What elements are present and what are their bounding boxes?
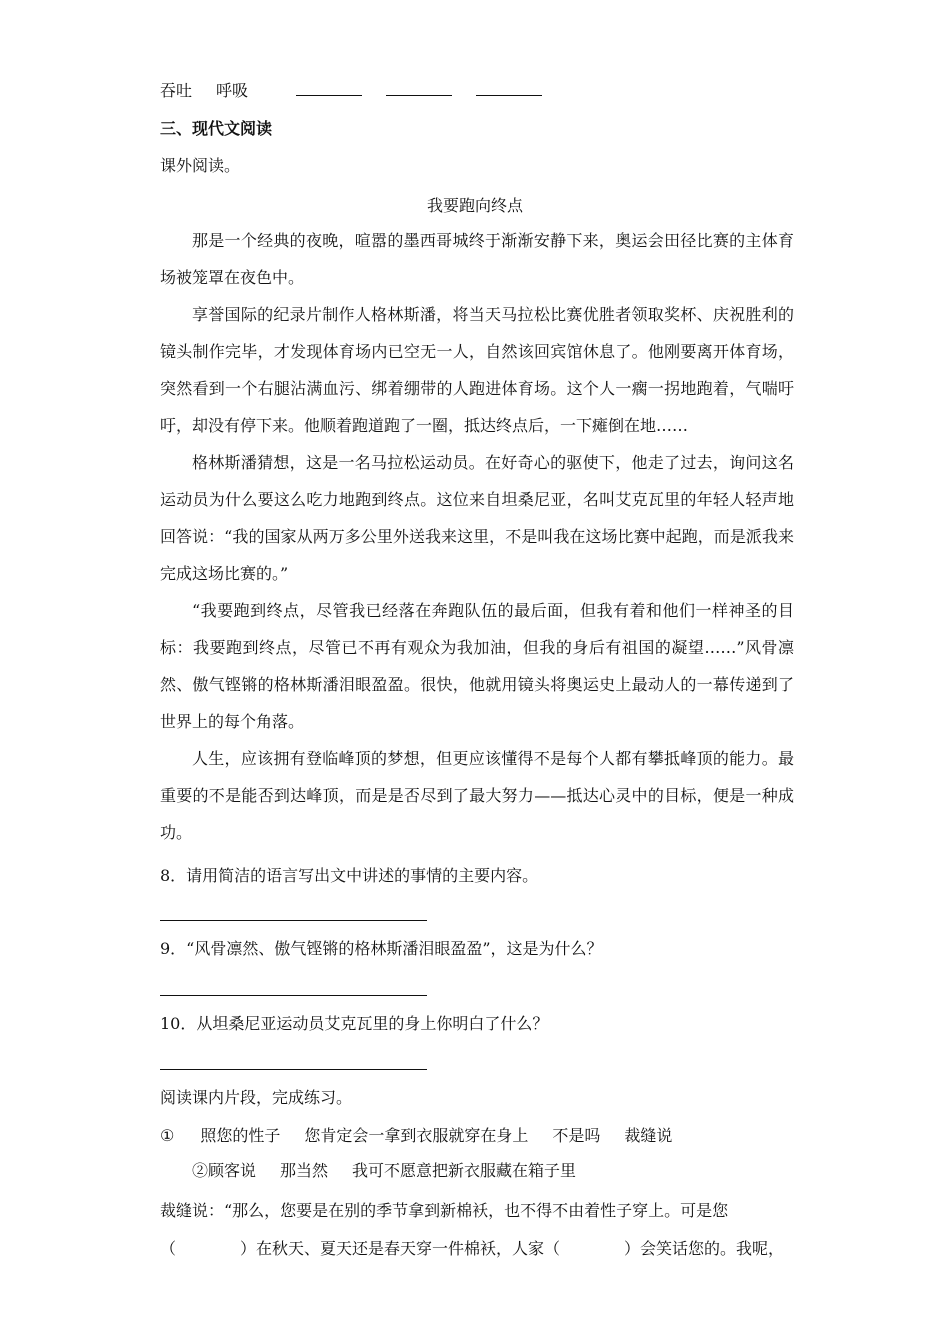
- phrase: ②顾客说: [192, 1161, 257, 1180]
- question-8: 8．请用简洁的语言写出文中讲述的事情的主要内容。: [160, 866, 539, 885]
- phrase: 那当然: [280, 1161, 329, 1180]
- answer-blank-1[interactable]: [296, 81, 362, 96]
- phrase: 您肯定会一拿到衣服就穿在身上: [304, 1126, 529, 1145]
- tailor-line-2: [160, 1238, 784, 1260]
- answer-line-9[interactable]: [160, 995, 427, 996]
- reading-intro: 课外阅读。: [160, 156, 241, 175]
- vocab-line: [160, 80, 542, 102]
- punctuation-line-1: [160, 1125, 672, 1147]
- paragraph-5: 人生，应该拥有登临峰顶的梦想，但更应该懂得不是每个人都有攀抵峰顶的能力。最重要的不是能否到达峰顶，而是是否尽到了最大努力——抵达心灵中的目标，便是一种成功。: [160, 749, 794, 842]
- paragraph-4: “我要跑到终点，尽管我已经落在奔跑队伍的最后面，但我有着和他们一样神圣的目标：我要跑到终点，尽管已不再有观众为我加油，但我的身后有祖国的凝望……”风骨凛然、傲气铿锵的格林斯潘泪眼盈盈。很快，他就用镜头将奥运史上最动人的一幕传递到了世界上的每个角落。: [160, 601, 794, 731]
- vocab-word-2: 呼吸: [216, 81, 249, 100]
- phrase: 我可不愿意把新衣服藏在箱子里: [352, 1161, 577, 1180]
- phrase: 照您的性子: [200, 1126, 281, 1145]
- phrase: 不是吗: [552, 1126, 601, 1145]
- open-paren: （: [160, 1239, 177, 1258]
- tailor-line-2-end: ）会笑话您的。我呢，: [624, 1239, 785, 1258]
- item-number: ①: [160, 1126, 175, 1145]
- vocab-word-1: 吞吐: [160, 81, 193, 100]
- paragraph-3: 格林斯潘猜想，这是一名马拉松运动员。在好奇心的驱使下，他走了过去，询问这名运动员为什么要这么吃力地跑到终点。这位来自坦桑尼亚，名叫艾克瓦里的年轻人轻声地回答说：“我的国家从两万多公里外送我来这里，不是叫我在这场比赛中起跑，而是派我来完成这场比赛的。”: [160, 453, 794, 583]
- phrase: 裁缝说: [624, 1126, 673, 1145]
- paragraph-2: 享誉国际的纪录片制作人格林斯潘，将当天马拉松比赛优胜者领取奖杯、庆祝胜利的镜头制作完毕，才发现体育场内已空无一人，自然该回宾馆休息了。他刚要离开体育场，突然看到一个右腿沾满血污、绑着绷带的人跑进体育场。这个人一瘸一拐地跑着，气喘吁吁，却没有停下来。他顺着跑道跑了一圈，抵达终点后，一下瘫倒在地……: [160, 305, 794, 435]
- paragraph-1: 那是一个经典的夜晚，喧嚣的墨西哥城终于渐渐安静下来，奥运会田径比赛的主体育场被笼罩在夜色中。: [160, 231, 794, 287]
- article-title: 我要跑向终点: [426, 196, 523, 215]
- tailor-line-1: 裁缝说：“那么，您要是在别的季节拿到新棉袄，也不得不由着性子穿上。可是您: [160, 1201, 729, 1220]
- answer-blank-3[interactable]: [476, 81, 542, 96]
- inclass-intro: 阅读课内片段，完成练习。: [160, 1088, 353, 1107]
- tailor-line-2-mid: ）在秋天、夏天还是春天穿一件棉袄，人家（: [240, 1239, 561, 1258]
- answer-line-8[interactable]: [160, 920, 427, 921]
- question-9: 9．“风骨凛然、傲气铿锵的格林斯潘泪眼盈盈”，这是为什么？: [160, 939, 603, 958]
- answer-blank-2[interactable]: [386, 81, 452, 96]
- section-heading: 三、现代文阅读: [160, 119, 273, 138]
- question-10: 10．从坦桑尼亚运动员艾克瓦里的身上你明白了什么？: [160, 1014, 549, 1033]
- punctuation-line-2: [192, 1160, 576, 1182]
- answer-line-10[interactable]: [160, 1069, 427, 1070]
